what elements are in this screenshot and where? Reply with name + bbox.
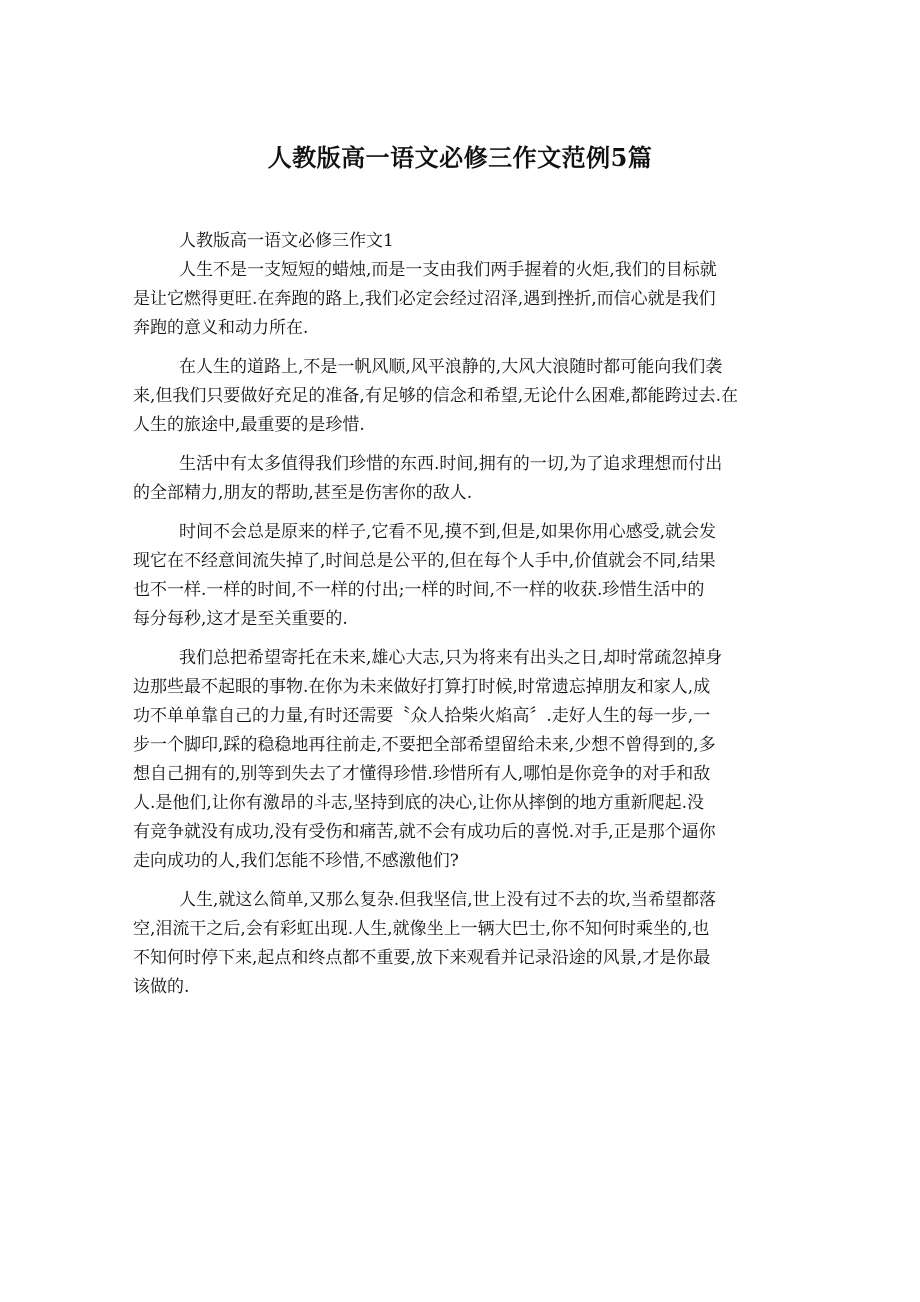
paragraph-2	[133, 353, 793, 440]
paragraph-line: 人生的旅途中,最重要的是珍惜.	[133, 415, 365, 435]
paragraph-line: 有竞争就没有成功,没有受伤和痛苦,就不会有成功后的喜悦.对手,正是那个逼你	[133, 822, 716, 842]
paragraph-line: 在人生的道路上,不是一帆风顺,风平浪静的,大风大浪随时都可能向我们袭	[179, 357, 723, 377]
paragraph-3	[133, 450, 793, 508]
section-title: 人教版高一语文必修三作文1	[179, 231, 394, 251]
paragraph-line: 人.是他们,让你有激昂的斗志,坚持到底的决心,让你从摔倒的地方重新爬起.没	[133, 793, 705, 813]
paragraph-line: 人生不是一支短短的蜡烛,而是一支由我们两手握着的火炬,我们的目标就	[179, 260, 717, 280]
paragraph-line: 的全部精力,朋友的帮助,甚至是伤害你的敌人.	[133, 483, 473, 503]
paragraph-line: 想自己拥有的,别等到失去了才懂得珍惜.珍惜所有人,哪怕是你竞争的对手和敌	[133, 764, 711, 784]
paragraph-line: 我们总把希望寄托在未来,雄心大志,只为将来有出头之日,却时常疏忽掉身	[179, 648, 723, 668]
article-body	[133, 227, 793, 1002]
paragraph-line: 走向成功的人,我们怎能不珍惜,不感激他们?	[133, 851, 459, 871]
paragraph-line: 生活中有太多值得我们珍惜的东西.时间,拥有的一切,为了追求理想而付出	[179, 454, 723, 474]
paragraph-line: 不知何时停下来,起点和终点都不重要,放下来观看并记录沿途的风景,才是你最	[133, 948, 711, 968]
paragraph-line: 时间不会总是原来的样子,它看不见,摸不到,但是,如果你用心感受,就会发	[179, 522, 717, 542]
paragraph-line: 来,但我们只要做好充足的准备,有足够的信念和希望,无论什么困难,都能跨过去.在	[133, 386, 739, 406]
paragraph-line: 是让它燃得更旺.在奔跑的路上,我们必定会经过沼泽,遇到挫折,而信心就是我们	[133, 289, 716, 309]
document-title: 人教版高一语文必修三作文范例5篇	[267, 143, 653, 172]
paragraph-line: 奔跑的意义和动力所在.	[133, 318, 309, 338]
paragraph-6	[133, 886, 793, 1002]
paragraph-line: 现它在不经意间流失掉了,时间总是公平的,但在每个人手中,价值就会不同,结果	[133, 551, 716, 571]
paragraph-1	[133, 256, 793, 343]
paragraph-line: 该做的.	[133, 977, 190, 997]
paragraph-line: 每分每秒,这才是至关重要的.	[133, 609, 348, 629]
paragraph-line: 也不一样.一样的时间,不一样的付出;一样的时间,不一样的收获.珍惜生活中的	[133, 580, 705, 600]
paragraph-line: 功不单单靠自己的力量,有时还需要〝众人拾柴火焰高〞.走好人生的每一步,一	[133, 706, 711, 726]
paragraph-5	[133, 644, 793, 876]
paragraph-line: 步一个脚印,踩的稳稳地再往前走,不要把全部希望留给未来,少想不曾得到的,多	[133, 735, 716, 755]
paragraph-4	[133, 518, 793, 634]
paragraph-line: 边那些最不起眼的事物.在你为未来做好打算打时候,时常遗忘掉朋友和家人,成	[133, 677, 711, 697]
paragraph-line: 人生,就这么简单,又那么复杂.但我坚信,世上没有过不去的坎,当希望都落	[179, 890, 717, 910]
paragraph-line: 空,泪流干之后,会有彩虹出现.人生,就像坐上一辆大巴士,你不知何时乘坐的,也	[133, 919, 710, 939]
